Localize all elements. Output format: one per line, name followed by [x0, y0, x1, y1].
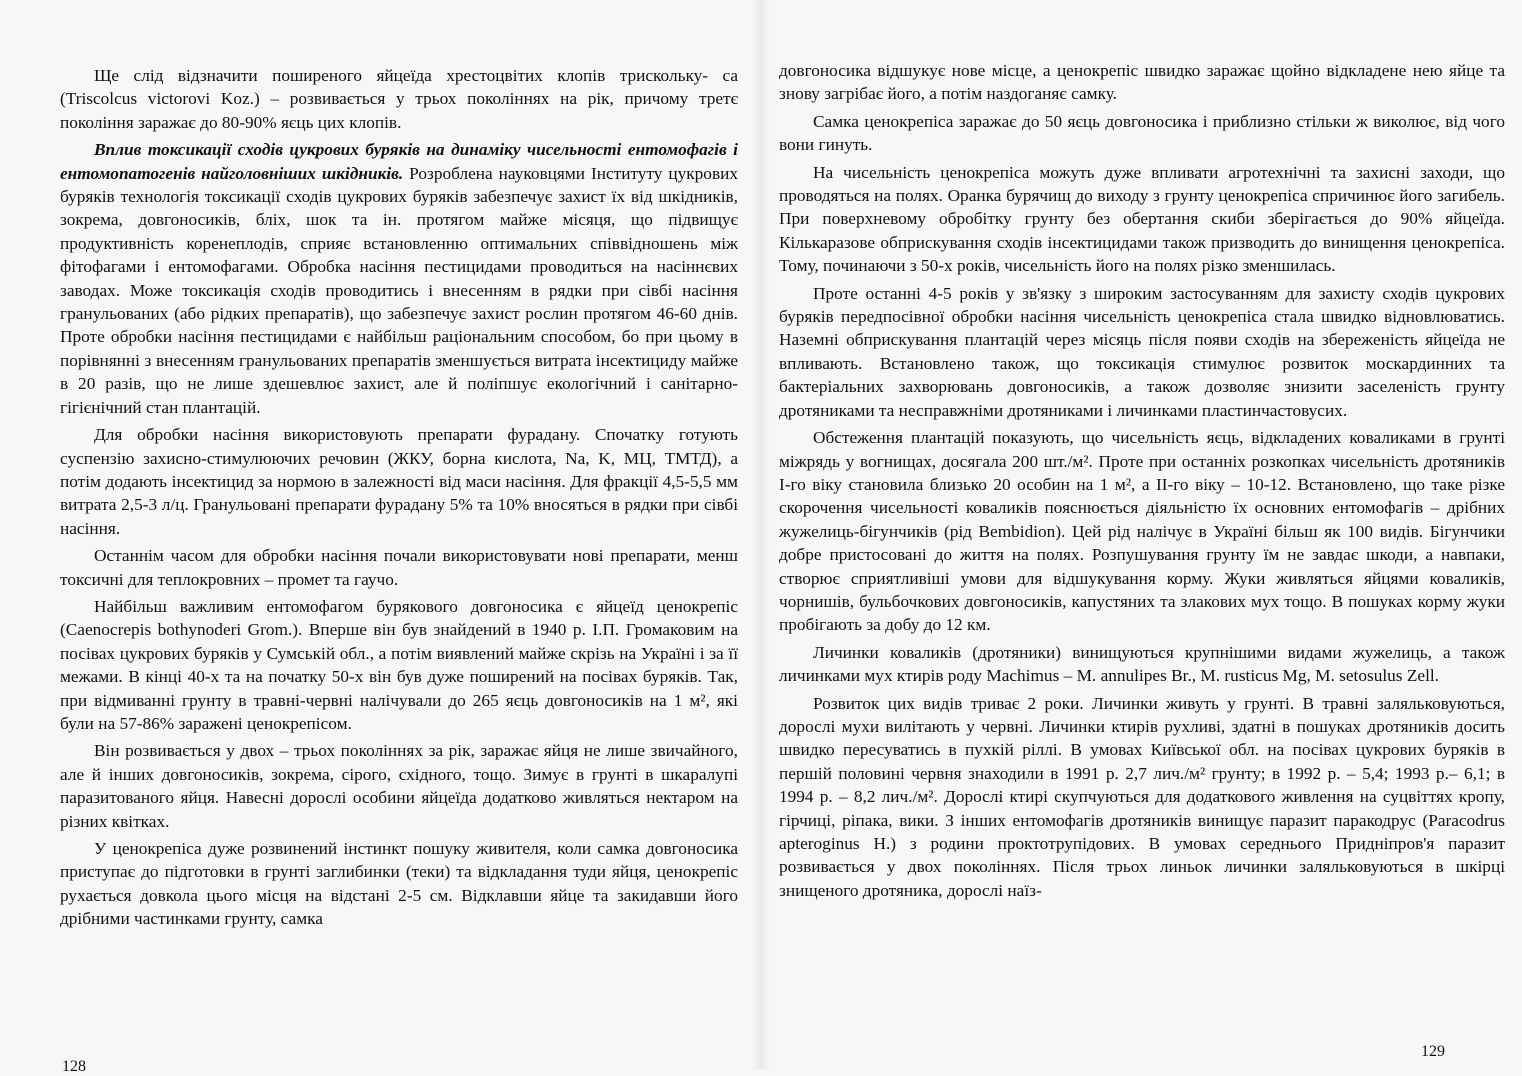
paragraph: Самка ценокрепіса заражає до 50 яєць довгоносика і приблизно стільки ж виколює, від чого вони гинуть.	[779, 111, 1505, 155]
paragraph: Обстеження плантацій показують, що чисельність яєць, відкладених коваликами в грунті міжрядь у вогнищах, досягала 200 шт./м². Проте при останніх розкопках чисельність дротяників І-го віку становила близько 20 особин на 1 м², а ІІ-го віку – 10-12. Встановлено, що таке різке скорочення чисельності коваликів пояснюється діяльністю їх основних ентомофагів – дрібних жужелиць-бігунчиків (рід Bembidion). Цей рід налічує в Україні більш як 100 видів. Бігунчики добре пристосовані до життя на полях. Розпушування грунту їм не завдає шкоди, а навпаки, створює сприятливіші умови для відшукування корму. Жуки живляться яйцями коваликів, чорнишів, бульбочкових довгоносиків, капустяних та злакових мух тощо. В пошуках корму жуки пробігають за добу до 12 км.	[779, 428, 1505, 635]
paragraph	[60, 138, 738, 419]
right-page-text	[779, 59, 1505, 902]
paragraph-text: Розроблена науковцями Інституту цукрових буряків технологія токсикації сходів цукрових буряків забезпечує захист їх від шкідників, зокрема, довгоносиків, бліх, шок та ін. протягом майже місяця, що підвищує продуктивність коренеплодів, сприяє встановленню оптимальних співвідношень між фітофагами і ентомофагами. Обробка насіння пестицидами проводиться на насіннєвих заводах. Може токсикація сходів проводитись і внесенням в рядки при сівбі насіння гранульованих (або рідких препаратів), що забезпечує захист рослин протягом 46-60 днів. Проте обробки насіння пестицидами є найбільш раціональним способом, бо при цьому в порівнянні з внесенням гранульованих препаратів зменшується витрата інсектициду майже в 20 разів, що не лише здешевлює захист, але й поліпшує екологічний і санітарно-гігієнічний стан плантацій.	[60, 163, 738, 417]
paragraph: Найбільш важливим ентомофагом бурякового довгоносика є яйцеїд ценокрепіс (Caenocrepis bothynoderi Grom.). Вперше він був знайдений в 1940 р. І.П. Громаковим на посівах цукрових буряків у Сумській обл., а потім виявлений майже скрізь на Україні і за її межами. В кінці 40-х та на початку 50-х він був дуже поширений на посівах буряків. Так, при відмиванні грунту в травні-червні налічували до 265 яєць довгоносиків на 1 м², які були на 57-86% заражені ценокрепісом.	[60, 596, 738, 733]
left-page	[0, 0, 761, 1075]
paragraph: Личинки коваликів (дротяники) винищуються крупнішими видами жужелиць, а також личинками мух ктирів роду Machimus – M. annulipes Br., M. rusticus Mg, M. setosulus Zell.	[779, 642, 1505, 686]
paragraph: довгоносика відшукує нове місце, а ценокрепіс швидко заражає щойно відкладене нею яйце та знову загрібає його, а потім наздоганяє самку.	[779, 61, 1505, 104]
paragraph: На чисельність ценокрепіса можуть дуже впливати агротехнічні та захисні заходи, що проводяться на полях. Оранка бурячищ до виходу з грунту ценокрепіса спричинює його загибель. При поверхневому обробітку грунту без обертання скиби зберігається до 90% яйцеїда. Кількаразове обприскування сходів інсектицидами також призводить до винищення ценокрепіса. Тому, починаючи з 50-х років, чисельність його на полях різко зменшилась.	[779, 162, 1505, 276]
paragraph: Ще слід відзначити поширеного яйцеїда хрестоцвітих клопів трискольку- са (Triscolcus victorovi Koz.) – розвивається у трьох поколіннях на рік, причому третє покоління заражає до 80-90% яєць цих клопів.	[60, 66, 738, 132]
left-page-text	[60, 64, 738, 931]
paragraph: У ценокрепіса дуже розвинений інстинкт пошуку живителя, коли самка довгоносика приступає до підготовки в грунті заглибинки (теки) та відкладання туди яйця, ценокрепіс рухається довкола цього місця на відстані 2-5 см. Відклавши яйце та закидавши його дрібними частинками грунту, самка	[60, 839, 738, 929]
page-number: 128	[62, 1058, 86, 1075]
paragraph: Розвиток цих видів триває 2 роки. Личинки живуть у грунті. В травні заляльковуються, дорослі мухи вилітають у червні. Личинки ктирів рухливі, здатні в пошуках дротяників досить швидко пересуватись в пухкій ріллі. В умовах Київської обл. на посівах цукрових буряків в першій половині червня знаходили в 1991 р. 2,7 лич./м² грунту; в 1992 р. – 5,4; 1993 р.– 6,1; в 1994 р. – 8,2 лич./м². Дорослі ктирі скупчуються для додаткового живлення на суцвіттях кропу, гірчиці, ріпака, вики. З інших ентомофагів дротяників винищує паразит паракодрус (Paracodrus apteroginus H.) з родини проктотрупідових. В умовах середнього Придніпров'я паразит розвивається у двох поколіннях. Після трьох линьок личинки заляльковуються в шкірці знищеного дротяника, дорослі наїз-	[779, 693, 1505, 900]
page-number: 129	[1421, 1043, 1445, 1060]
paragraph: Для обробки насіння використовують препарати фурадану. Спочатку готують суспензію захисно-стимулюючих речовин (ЖКУ, борна кислота, Na, K, МЦ, ТМТД), а потім додають інсектицид за нормою в залежності від маси насіння. Для фракції 4,5-5,5 мм витрата 2,5-3 л/ц. Гранульовані препарати фурадану 5% та 10% вносяться в рядки при сівбі насіння.	[60, 425, 738, 538]
paragraph: Він розвивається у двох – трьох поколіннях за рік, заражає яйця не лише звичайного, але й інших довгоносиків, зокрема, сірого, східного, тощо. Зимує в грунті в шкаралупі паразитованого яйця. Навесні дорослі особини яйцеїда додатково живляться нектаром на різних квітках.	[60, 741, 738, 831]
paragraph: Останнім часом для обробки насіння почали використовувати нові препарати, менш токсичні для теплокровних – промет та гаучо.	[60, 546, 738, 589]
paragraph: Проте останні 4-5 років у зв'язку з широким застосуванням для захисту сходів цукрових буряків передпосівної обробки насіння чисельність ценокрепіса стала швидко відновлюватись. Наземні обприскування плантацій через місяць після появи сходів на збереженість яйцеїда не впливають. Встановлено також, що токсикація стимулює розвиток москардинних та бактеріальних захворювань довгоносиків, а також дозволяє знизити заселеність грунту дротяниками та несправжніми дротяниками і личинками пластинчастовусих.	[779, 283, 1505, 420]
right-page	[761, 0, 1522, 1070]
section-heading: Вплив токсикації сходів цукрових буряків на динаміку чисельності ентомофагів і ентомопатогенів найголовніших шкідників.	[60, 140, 738, 183]
